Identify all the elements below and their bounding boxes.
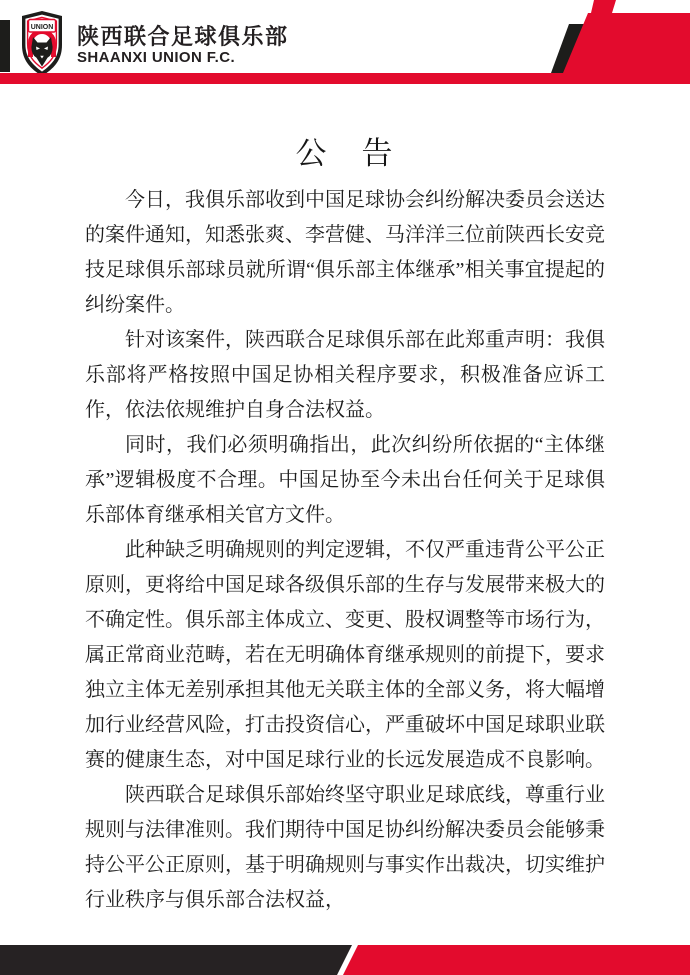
footer-stripes bbox=[0, 945, 690, 975]
red-header-rule bbox=[0, 73, 690, 84]
crest-banner-text: UNION bbox=[30, 23, 54, 31]
announcement-text bbox=[85, 183, 605, 918]
paragraph: 针对该案件，陕西联合足球俱乐部在此郑重声明：我俱乐部将严格按照中国足协相关程序要求，积极准备应诉工作，依法依规维护自身合法权益。 bbox=[85, 329, 605, 421]
page-title: 公 告 bbox=[295, 136, 395, 171]
club-name-en: SHAANXI UNION F.C. bbox=[77, 49, 236, 66]
paragraph: 此种缺乏明确规则的判定逻辑，不仅严重违背公平公正原则，更将给中国足球各级俱乐部的生存与发展带来极大的不确定性。俱乐部主体成立、变更、股权调整等市场行为，属正常商业范畴，若在无明确体育继承规则的前提下，要求独立主体无差别承担其他无关联主体的全部义务，将大幅增加行业经营风险，打击投资信心，严重破坏中国足球职业联赛的健康生态，对中国足球行业的长远发展造成不良影响。 bbox=[85, 539, 605, 771]
red-notch bbox=[591, 0, 616, 13]
red-parallelogram bbox=[563, 13, 690, 73]
club-name-zh: 陕西联合足球俱乐部 bbox=[77, 24, 289, 49]
header-stripes bbox=[0, 0, 690, 90]
paragraph: 同时，我们必须明确指出，此次纠纷所依据的“主体继承”逻辑极度不合理。中国足协至今未出台任何关于足球俱乐部体育继承相关官方文件。 bbox=[85, 434, 605, 526]
footer-red-band bbox=[343, 945, 690, 975]
paragraph: 今日，我俱乐部收到中国足球协会纠纷解决委员会送达的案件通知，知悉张爽、李营健、马洋洋三位前陕西长安竞技足球俱乐部球员就所谓“俱乐部主体继承”相关事宜提起的纠纷案件。 bbox=[85, 189, 605, 316]
footer-dark-band bbox=[0, 945, 352, 975]
paragraph: 陕西联合足球俱乐部始终坚守职业足球底线，尊重行业规则与法律准则。我们期待中国足协纠纷解决委员会能够秉持公平公正原则，基于明确规则与事实作出裁决，切实维护行业秩序与俱乐部合法权益， bbox=[85, 784, 605, 911]
